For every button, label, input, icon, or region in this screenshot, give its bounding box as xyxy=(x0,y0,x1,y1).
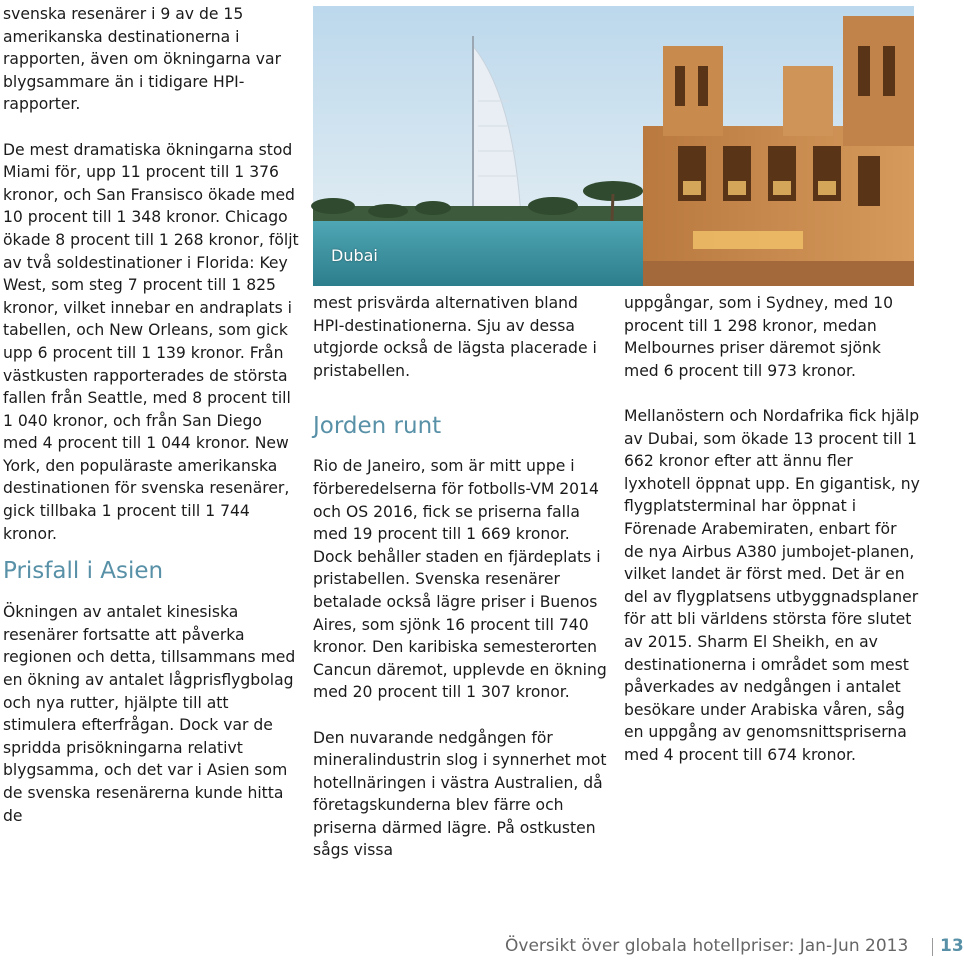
footer-divider xyxy=(932,938,933,956)
col2-paragraph-3: Den nuvarande nedgången för mineralindustrin slog i synnerhet mot hotellnäringen i västra Australien, då företagskunderna blev färre och priserna därmed lägre. På ostkusten sågs vissa xyxy=(313,728,607,860)
column-3 xyxy=(624,292,920,766)
column-2 xyxy=(313,292,608,862)
dubai-illustration xyxy=(313,6,914,286)
heading-jorden-runt: Jorden runt xyxy=(313,413,442,440)
col1-paragraph-2: De mest dramatiska ökningarna stod Miami för, upp 11 procent till 1 376 kronor, och San Fransisco ökade med 10 procent till 1 348 kronor. Chicago ökade 8 procent till 1 268 kronor, följt av två soldestinationer i Florida: Key West, som steg 7 procent till 1 825 kronor, vilket innebar en andraplats i tabellen, och New Orleans, som gick upp 6 procent till 1 139 kronor. Från västkusten rapporterades de största fallen från Seattle, med 8 procent till 1 040 kronor, och från San Diego med 4 procent till 1 044 kronor. New York, den populäraste amerikanska destinationen för svenska resenärer, gick tillbaka 1 procent till 1 744 kronor. xyxy=(3,140,299,543)
heading-prisfall-i-asien: Prisfall i Asien xyxy=(3,558,164,585)
col2-paragraph-1: mest prisvärda alternativen bland HPI-destinationerna. Sju av dessa utgjorde också de lägsta placerade i pristabellen. xyxy=(313,294,597,380)
col1-paragraph-1: svenska resenärer i 9 av de 15 amerikanska destinationerna i rapporten, även om ökningarna var blygsammare än i tidigare HPI-rapporter. xyxy=(3,5,281,114)
col2-paragraph-2: Rio de Janeiro, som är mitt uppe i förberedelserna för fotbolls-VM 2014 och OS 2016, fick se priserna falla med 19 procent till 1 669 kronor. Dock behåller staden en fjärdeplats i pristabellen. Svenska resenärer betalade också lägre priser i Buenos Aires, som sjönk 16 procent till 740 kronor. Den karibiska semesterorten Cancun däremot, upplevde en ökning med 20 procent till 1 307 kronor. xyxy=(313,457,607,702)
dubai-photo xyxy=(313,6,914,286)
page-footer xyxy=(495,936,964,958)
photo-caption: Dubai xyxy=(331,246,378,265)
col3-paragraph-1: uppgångar, som i Sydney, med 10 procent till 1 298 kronor, medan Melbournes priser däremot sjönk med 6 procent till 973 kronor. xyxy=(624,294,894,380)
page-number: 13 xyxy=(940,936,964,956)
footer-title: Översikt över globala hotellpriser: Jan-Jun 2013 xyxy=(505,936,909,956)
column-1 xyxy=(3,3,299,827)
col1-paragraph-3: Ökningen av antalet kinesiska resenärer fortsatte att påverka regionen och detta, tillsammans med en ökning av antalet lågprisflygbolag och nya rutter, hjälpte till att stimulera efterfrågan. Dock var de spridda prisökningarna relativt blygsamma, och det var i Asien som de svenska resenärerna kunde hitta de xyxy=(3,603,296,825)
col3-paragraph-2: Mellanöstern och Nordafrika fick hjälp av Dubai, som ökade 13 procent till 1 662 kronor efter att ännu fler lyxhotell öppnat upp. En gigantisk, ny flygplatsterminal har öppnat i Förenade Arabemiraten, enbart för de nya Airbus A380 jumbojet-planen, vilket landet är först med. Det är en del av flygplatsens utbyggnadsplaner för att bli världens största före slutet av 2015. Sharm El Sheikh, en av destinationerna i området som mest påverkades av nedgången i antalet besökare under Arabiska våren, såg en uppgång av genomsnittspriserna med 4 procent till 674 kronor. xyxy=(624,406,920,764)
